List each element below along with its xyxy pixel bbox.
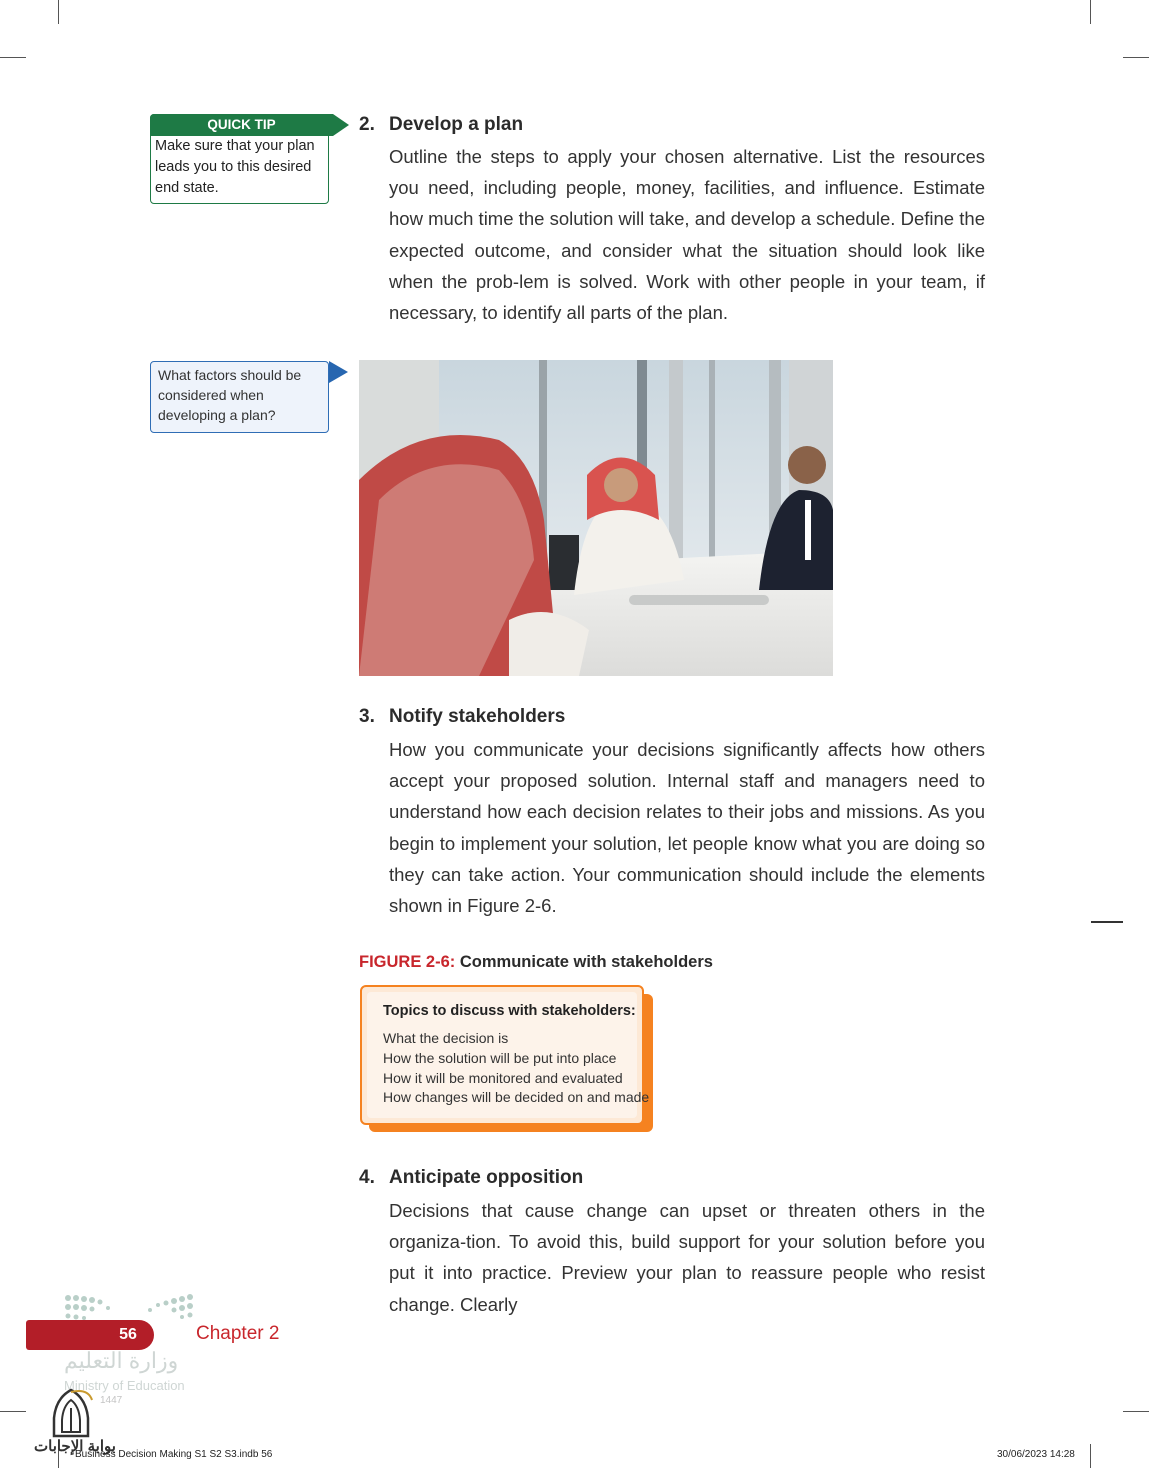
section-heading: Develop a plan xyxy=(389,114,524,135)
print-slug-left: Business Decision Making S1 S2 S3.indb 56 xyxy=(75,1449,273,1460)
figure-heading: Topics to discuss with stakeholders: xyxy=(383,1003,636,1019)
quick-tip-text: Make sure that your plan leads you to this desired end state. xyxy=(155,138,315,196)
crop-mark xyxy=(1123,57,1149,58)
crop-mark xyxy=(0,57,26,58)
section-number: 3. xyxy=(359,706,375,727)
print-slug-right: 30/06/2023 14:28 xyxy=(997,1449,1075,1460)
figure-list-item: How the solution will be put into place xyxy=(383,1050,617,1066)
crop-mark xyxy=(1123,1411,1149,1412)
section-number: 2. xyxy=(359,114,375,135)
crop-mark xyxy=(1090,1444,1091,1468)
meeting-photo xyxy=(359,360,833,676)
page-number: 56 xyxy=(119,1326,137,1343)
figure-list-item: What the decision is xyxy=(383,1030,509,1046)
figure-list-item: How changes will be decided on and made xyxy=(383,1089,650,1105)
ministry-year: 1447 xyxy=(100,1395,123,1406)
question-arrow-icon xyxy=(329,361,348,383)
quick-tip-header: QUICK TIP xyxy=(150,114,333,136)
crop-mark xyxy=(0,1411,26,1412)
section-body: How you communicate your decisions significantly affects how others accept your proposed solution. Internal staff and managers need to understand how each decision relates to their jobs and missions. As you begin to implement your solution, let people know what you are doing so they can take action. Your communication should include the elements shown in Figure 2-6. xyxy=(389,739,985,917)
crop-mark xyxy=(1091,921,1123,923)
figure-caption xyxy=(359,953,713,972)
quick-tip-arrow-icon xyxy=(333,114,349,136)
watermark-text: بوابة الإجابات xyxy=(34,1438,116,1455)
crop-mark xyxy=(58,0,59,24)
question-text: What factors should be considered when developing a plan? xyxy=(158,367,302,423)
section-heading: Anticipate opposition xyxy=(389,1167,584,1188)
ministry-name-arabic: وزارة التعليم xyxy=(64,1348,179,1373)
figure-label: FIGURE 2-6: xyxy=(359,953,456,971)
ministry-name-english: Ministry of Education xyxy=(64,1378,185,1393)
section-heading: Notify stakeholders xyxy=(389,706,566,727)
section-number: 4. xyxy=(359,1167,375,1188)
section-body: Outline the steps to apply your chosen alternative. List the resources you need, including people, money, facilities, and influence. Estimate how much time the solution will take, and develop a schedule. Define the expected outcome, and consider what the situation should look like when the prob-lem is solved. Work with other people in your team, if necessary, to identify all parts of the plan. xyxy=(389,146,985,324)
figure-list-item: How it will be monitored and evaluated xyxy=(383,1070,623,1086)
section-body: Decisions that cause change can upset or threaten others in the organiza-tion. To avoid this, build support for your solution before you put it into practice. Preview your plan to reassure people who resist change. Clearly xyxy=(389,1200,985,1315)
figure-title: Communicate with stakeholders xyxy=(459,953,713,971)
watermark-logo-icon xyxy=(48,1388,94,1440)
crop-mark xyxy=(1090,0,1091,24)
chapter-label: Chapter 2 xyxy=(196,1323,280,1344)
